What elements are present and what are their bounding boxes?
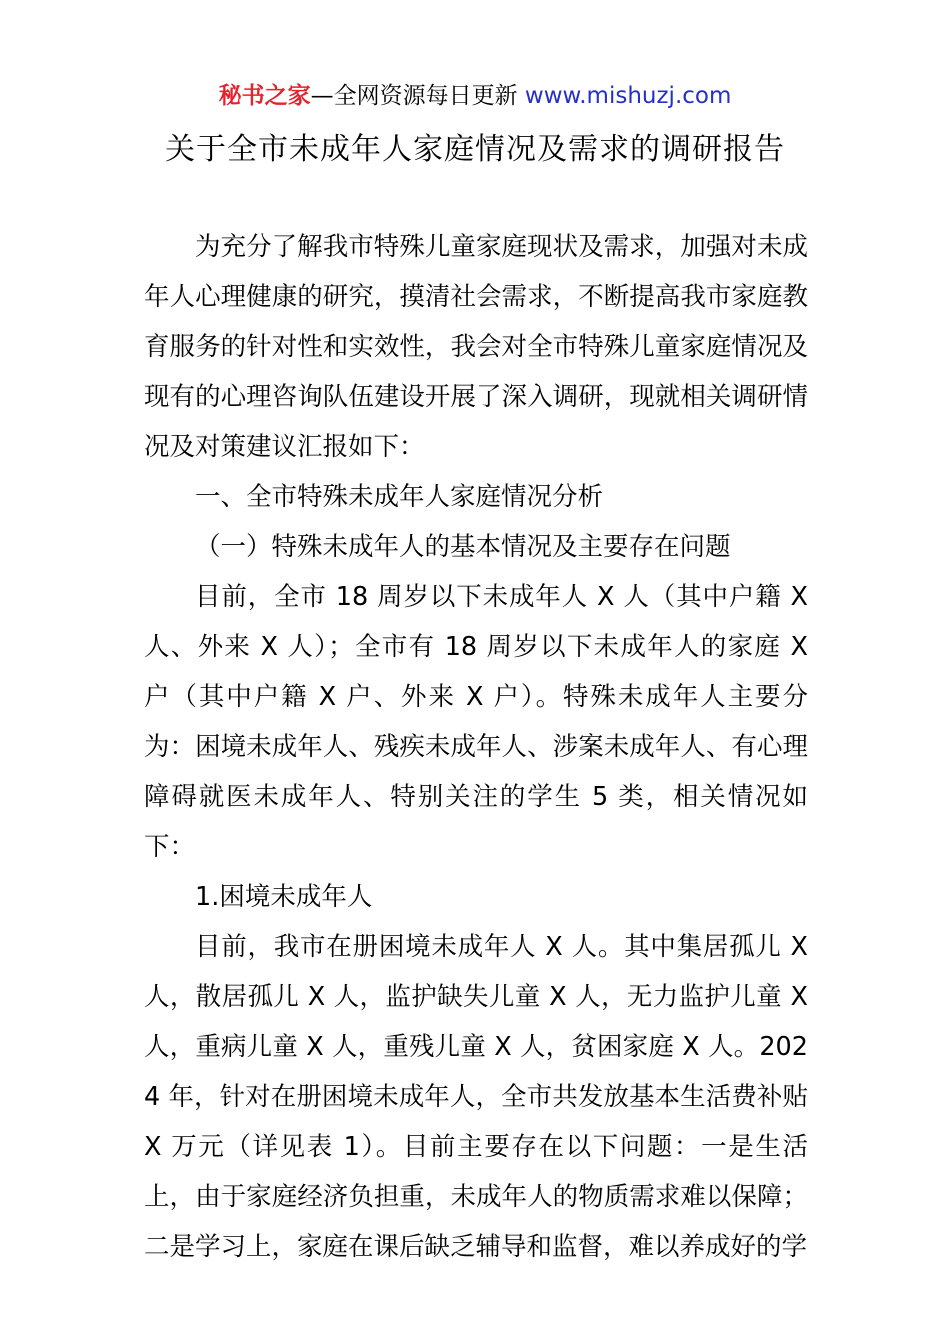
subsection-heading-1: （一）特殊未成年人的基本情况及主要存在问题: [195, 532, 731, 562]
site-tagline: —全网资源每日更新: [310, 83, 518, 109]
site-brand: 秘书之家: [218, 83, 311, 109]
site-header: [0, 80, 950, 112]
paragraph-intro: 为充分了解我市特殊儿童家庭现状及需求，加强对未成年人心理健康的研究，摸清社会需求，不断提高我市家庭教育服务的针对性和实效性，我会对全市特殊儿童家庭情况及现有的心理咨询队伍建设开展了深入调研，现就相关调研情况及对策建议汇报如下：: [144, 232, 808, 462]
item-heading-1: 1.困境未成年人: [195, 882, 373, 912]
document-body: [144, 222, 808, 1272]
site-url-link[interactable]: www.mishuzj.com: [524, 83, 732, 109]
document-title: 关于全市未成年人家庭情况及需求的调研报告: [165, 132, 785, 167]
paragraph-overview: 目前，全市 18 周岁以下未成年人 X 人（其中户籍 X 人、外来 X 人）；全市有 18 周岁以下未成年人的家庭 X 户（其中户籍 X 户、外来 X 户）。特殊未成年人主要分为：困境未成年人、残疾未成年人、涉案未成年人、有心理障碍就医未成年人、特别关注的学生 5 类，相关情况如下：: [144, 582, 808, 862]
paragraph-difficult-minors: 目前，我市在册困境未成年人 X 人。其中集居孤儿 X 人，散居孤儿 X 人，监护缺失儿童 X 人，无力监护儿童 X 人，重病儿童 X 人，重残儿童 X 人，贫困家庭 X 人。2024 年，针对在册困境未成年人，全市共发放基本生活费补贴 X 万元（详见表 1）。目前主要存在以下问题：一是生活上，由于家庭经济负担重，未成年人的物质需求难以保障；二是学习上，家庭在课后缺乏辅导和监督，难以养成好的学: [144, 932, 808, 1262]
section-heading-1: 一、全市特殊未成年人家庭情况分析: [195, 482, 604, 512]
